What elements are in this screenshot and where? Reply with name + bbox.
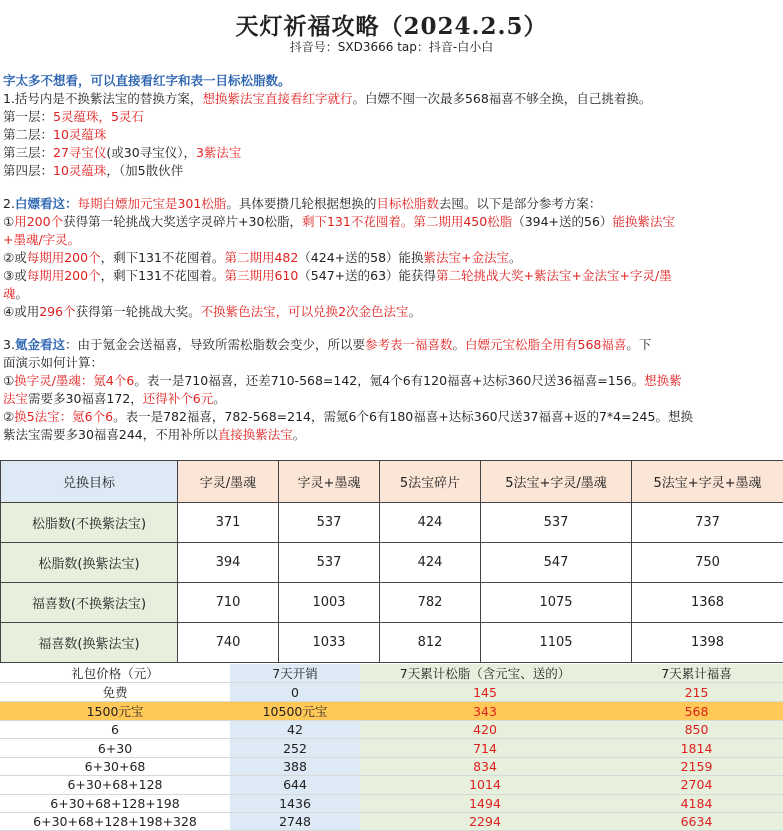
table-cell: 1494 — [360, 794, 610, 812]
layer-reward: 3紫法宝 — [196, 145, 241, 160]
table-cell: 6+30+68 — [0, 757, 230, 775]
text: 紫法宝需要多30福喜244，不用补所以 — [3, 427, 218, 442]
table-row — [1, 543, 783, 583]
table-cell: 1033 — [279, 623, 380, 663]
text: 。 — [213, 391, 226, 406]
table-row — [0, 683, 783, 702]
table-row — [1, 623, 783, 663]
highlight: 每期白嫖加元宝是301松脂 — [77, 196, 226, 211]
table-cell: 424 — [380, 543, 481, 583]
text: （424+送的58）能换 — [298, 250, 423, 265]
table-cell: 394 — [178, 543, 279, 583]
table-header: 7天累计福喜 — [610, 664, 783, 683]
table-cell: 1075 — [481, 583, 632, 623]
table-header: 7天开销 — [230, 664, 360, 683]
table-cell: 537 — [279, 543, 380, 583]
layer-reward: 10灵蕴珠 — [53, 127, 106, 142]
text: 。具体要攒几轮根据想换的 — [226, 196, 376, 211]
row-label: 松脂数(不换紫法宝) — [1, 503, 178, 543]
table-cell: 1003 — [279, 583, 380, 623]
table-cell: 1105 — [481, 623, 632, 663]
section-2 — [3, 195, 780, 321]
highlight: 用200个 — [14, 214, 63, 229]
highlight: 想换紫法宝直接看红字就行 — [202, 91, 352, 106]
text: （547+送的63）能获得 — [298, 268, 436, 283]
highlight: 目标松脂数 — [376, 196, 439, 211]
table-cell: 1436 — [230, 794, 360, 812]
table-cell: 0 — [230, 683, 360, 702]
text: 面演示如何计算： — [3, 355, 103, 370]
text: 。白嫖不囤一次最多568福喜不够全换，自己挑着换。 — [352, 91, 651, 106]
highlight: 法宝 — [3, 391, 28, 406]
text: ④或用 — [3, 304, 39, 319]
highlight: 白嫖元宝松脂全用有568福喜 — [465, 337, 626, 352]
text: 获得第一轮挑战大奖送字灵碎片+30松脂， — [63, 214, 302, 229]
highlight: 296个 — [39, 304, 75, 319]
text: ②或 — [3, 250, 27, 265]
text: ：由于氪金会送福喜，导致所需松脂数会变少，所以要 — [65, 337, 365, 352]
table-row — [0, 721, 783, 739]
row-label: 福喜数(换紫法宝) — [1, 623, 178, 663]
table-cell: 1368 — [632, 583, 783, 623]
text: ，（加5散伙伴 — [106, 163, 183, 178]
text: 。 — [16, 286, 29, 301]
table-cell: 10500元宝 — [230, 702, 360, 721]
table-cell: 371 — [178, 503, 279, 543]
table-cell: 6 — [0, 721, 230, 739]
table-cell: 145 — [360, 683, 610, 702]
layer-label: 第一层： — [3, 109, 53, 124]
table-cell: 850 — [610, 721, 783, 739]
table-cell: 1500元宝 — [0, 702, 230, 721]
content-area — [0, 72, 783, 444]
highlight: 参考表一福喜数 — [365, 337, 453, 352]
section-1 — [3, 90, 780, 180]
text: 需要多30福喜172， — [28, 391, 143, 406]
text: 去囤。以下是部分参考方案： — [439, 196, 602, 211]
table-cell: 2159 — [610, 757, 783, 775]
table-header: 兑换目标 — [1, 461, 178, 503]
table-cell: 834 — [360, 757, 610, 775]
table-header: 字灵+墨魂 — [279, 461, 380, 503]
table-cell: 812 — [380, 623, 481, 663]
table-cell: 1398 — [632, 623, 783, 663]
table-row — [1, 583, 783, 623]
table-header: 字灵/墨魂 — [178, 461, 279, 503]
table-cell: 537 — [481, 503, 632, 543]
text: 。 — [452, 337, 465, 352]
highlight: 不换紫色法宝，可以兑换2次金色法宝 — [201, 304, 409, 319]
table-row-highlighted — [0, 702, 783, 721]
text: ① — [3, 214, 14, 229]
table-cell: 免费 — [0, 683, 230, 702]
table-cell: 252 — [230, 739, 360, 757]
layer-label: 第四层： — [3, 163, 53, 178]
table-cell: 750 — [632, 543, 783, 583]
table-cell: 1014 — [360, 776, 610, 794]
text: 。表一是782福喜，782-568=214，需氪6个6有180福喜+达标360尺送37福喜+返的7*4=245。想换 — [113, 409, 693, 424]
highlight: 每期用200个 — [27, 250, 101, 265]
text: 。下 — [626, 337, 651, 352]
table-cell: 568 — [610, 702, 783, 721]
text: 获得第一轮挑战大奖。 — [76, 304, 201, 319]
table-cell: 343 — [360, 702, 610, 721]
highlight: 第二轮挑战大奖+紫法宝+金法宝+字灵/墨 — [436, 268, 672, 283]
text: 2. — [3, 196, 15, 211]
layer-reward: 27寻宝仪 — [53, 145, 106, 160]
section-3 — [3, 336, 780, 444]
highlight: 想换紫 — [644, 373, 682, 388]
table-cell: 782 — [380, 583, 481, 623]
table-header: 5法宝碎片 — [380, 461, 481, 503]
row-label: 福喜数(不换紫法宝) — [1, 583, 178, 623]
text: 3. — [3, 337, 15, 352]
highlight: 直接换紫法宝 — [218, 427, 293, 442]
highlight: 剩下131不花囤着。第二期用450松脂 — [302, 214, 512, 229]
page-title: 天灯祈福攻略（2024.2.5） — [0, 0, 783, 38]
table-row — [0, 776, 783, 794]
table-row — [1, 503, 783, 543]
text: 。 — [509, 250, 522, 265]
text: ① — [3, 373, 14, 388]
table-cell: 1814 — [610, 739, 783, 757]
text: （394+送的56） — [512, 214, 612, 229]
table-cell: 4184 — [610, 794, 783, 812]
table-cell: 388 — [230, 757, 360, 775]
table-row — [0, 812, 783, 830]
table-header: 5法宝+字灵/墨魂 — [481, 461, 632, 503]
table-cell: 6+30+68+128+198+328 — [0, 812, 230, 830]
table-cell: 215 — [610, 683, 783, 702]
highlight: 魂 — [3, 286, 16, 301]
table-cell: 6+30+68+128+198 — [0, 794, 230, 812]
table-header: 5法宝+字灵+墨魂 — [632, 461, 783, 503]
layer-label: 第二层： — [3, 127, 53, 142]
page-subtitle: 抖音号：SXD3666 tap：抖音-白小白 — [0, 38, 783, 56]
table-row — [0, 757, 783, 775]
table-cell: 424 — [380, 503, 481, 543]
table-cell: 737 — [632, 503, 783, 543]
section-heading: 白嫖看这： — [15, 196, 78, 211]
highlight: 能换紫法宝 — [612, 214, 675, 229]
text: ，剩下131不花囤着。 — [101, 250, 225, 265]
table-cell: 42 — [230, 721, 360, 739]
price-table — [0, 664, 783, 831]
text: 。 — [409, 304, 422, 319]
row-label: 松脂数(换紫法宝) — [1, 543, 178, 583]
highlight: +墨魂/字灵。 — [3, 232, 80, 247]
highlight: 换字灵/墨魂：氪4个6 — [14, 373, 134, 388]
table-cell: 6634 — [610, 812, 783, 830]
layer-reward: 10灵蕴珠 — [53, 163, 106, 178]
text: ，剩下131不花囤着。 — [101, 268, 225, 283]
table-cell: 547 — [481, 543, 632, 583]
highlight: 紫法宝+金法宝 — [424, 250, 509, 265]
table-cell: 2748 — [230, 812, 360, 830]
price-header-row — [0, 664, 783, 683]
table-cell: 714 — [360, 739, 610, 757]
table-cell: 710 — [178, 583, 279, 623]
text: (或30寻宝仪）， — [106, 145, 196, 160]
table-header: 7天累计松脂（含元宝、送的） — [360, 664, 610, 683]
table-cell: 740 — [178, 623, 279, 663]
highlight: 还得补个6元 — [143, 391, 213, 406]
highlight: 第三期用610 — [224, 268, 298, 283]
table-cell: 2294 — [360, 812, 610, 830]
layer-label: 第三层： — [3, 145, 53, 160]
table-cell: 537 — [279, 503, 380, 543]
highlight: 换5法宝：氪6个6 — [14, 409, 113, 424]
table-cell: 6+30+68+128 — [0, 776, 230, 794]
table-cell: 2704 — [610, 776, 783, 794]
intro-line: 字太多不想看，可以直接看红字和表一目标松脂数。 — [3, 72, 780, 90]
table-row — [0, 739, 783, 757]
text: 1.括号内是不换紫法宝的替换方案， — [3, 91, 202, 106]
table-cell: 644 — [230, 776, 360, 794]
table-cell: 420 — [360, 721, 610, 739]
table-header-row — [1, 461, 783, 503]
exchange-table — [0, 460, 783, 663]
text: ③或 — [3, 268, 27, 283]
highlight: 第二期用482 — [224, 250, 298, 265]
text: ② — [3, 409, 14, 424]
section-heading: 氪金看这 — [15, 337, 65, 352]
table-row — [0, 794, 783, 812]
layer-reward: 5灵蕴珠，5灵石 — [53, 109, 144, 124]
table-cell: 6+30 — [0, 739, 230, 757]
highlight: 每期用200个 — [27, 268, 101, 283]
text: 。表一是710福喜，还差710-568=142，氪4个6有120福喜+达标360尺送36福喜=156。 — [134, 373, 644, 388]
table-header: 礼包价格（元） — [0, 664, 230, 683]
text: 。 — [293, 427, 306, 442]
